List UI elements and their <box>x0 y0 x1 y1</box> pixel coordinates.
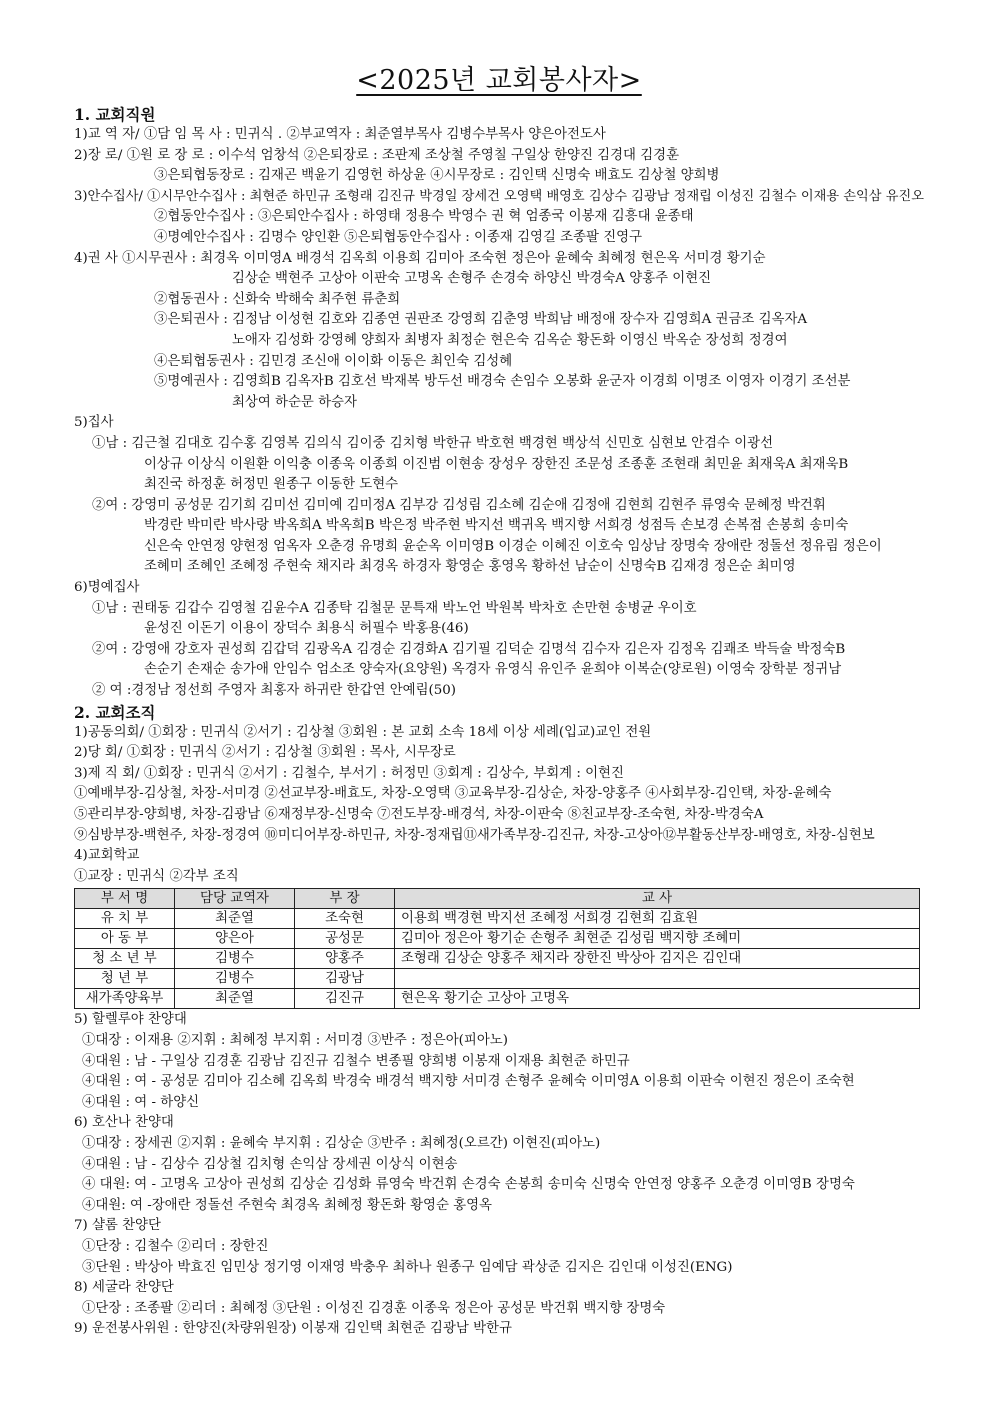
text-line: ④대원: 여 -장애란 정돌선 주현숙 최경옥 최혜정 황돈화 황영순 홍영옥 <box>82 1197 492 1213</box>
table-cell: 현은옥 황기순 고상아 고명옥 <box>395 989 920 1009</box>
text-line: 5) 할렐루야 찬양대 <box>74 1012 187 1028</box>
text-line: ④은퇴협동권사 : 김민경 조신애 이이화 이동은 최인숙 김성혜 <box>154 353 513 369</box>
section-heading-church-staff: 1. 교회직원 <box>74 105 156 124</box>
text-line: 1)교 역 자/ ①담 임 목 사 : 민귀식 . ②부교역자 : 최준열부목사 김병수부목사 양은아전도사 <box>74 127 606 142</box>
document <box>74 62 924 1340</box>
text-line: 윤성진 이돈기 이용이 장덕수 최용식 허필수 박홍용(46) <box>144 621 469 637</box>
text-line: ④명예안수집사 : 김명수 양인환 ⑤은퇴협동안수집사 : 이종재 김영길 조종팔 진영구 <box>154 229 643 245</box>
table-cell: 조형래 김상순 양홍주 채지라 장한진 박상아 김지은 김인대 <box>395 949 920 969</box>
table-cell: 김병수 <box>175 969 295 989</box>
table-cell: 공성문 <box>295 929 395 949</box>
table-header-row <box>75 889 920 909</box>
table-row <box>75 969 920 989</box>
table-cell: 김미아 정은아 황기순 손형주 최현준 김성림 백지향 조혜미 <box>395 929 920 949</box>
text-line: 2)당 회/ ①회장 : 민귀식 ②서기 : 김상철 ③회원 : 목사, 시무장로 <box>74 745 456 761</box>
text-line: ①대장 : 장세권 ②지휘 : 윤혜숙 부지휘 : 김상순 ③반주 : 최혜정(오르간) 이현진(피아노) <box>82 1135 601 1151</box>
table-cell: 최준열 <box>175 989 295 1009</box>
table-cell: 청 소 년 부 <box>75 949 175 969</box>
text-line: 최진국 하정훈 허정민 원종구 이동한 도현수 <box>144 477 399 493</box>
text-line: ④대원 : 여 - 공성문 김미아 김소혜 김옥희 박경숙 배경석 백지향 서미경 손형주 윤혜숙 이미영A 이용희 이판숙 이현진 정은이 조숙현 <box>82 1074 855 1090</box>
table-cell: 새가족양육부 <box>75 989 175 1009</box>
section-church-staff <box>74 125 924 702</box>
table-cell: 김진규 <box>295 989 395 1009</box>
table-cell: 아 동 부 <box>75 929 175 949</box>
text-line: 6)명예집사 <box>74 580 140 596</box>
text-line: 손순기 손재순 송가애 안임수 엄소조 양숙자(요양원) 옥경자 유영식 유인주 윤희야 이복순(양로원) 이영숙 장학분 정귀남 <box>144 662 842 678</box>
text-line: ②협동안수집사 : ③은퇴안수집사 : 하영태 정용수 박영수 권 혁 엄종국 이봉재 김흥대 윤종태 <box>154 209 694 225</box>
text-line: ⑤관리부장-양희병, 차장-김광남 ⑥재정부장-신명숙 ⑦전도부장-배경석, 차장-이판숙 ⑧친교부장-조숙현, 차장-박경숙A <box>74 807 764 822</box>
column-header: 담당 교역자 <box>175 889 295 909</box>
text-line: 6) 호산나 찬양대 <box>74 1115 174 1131</box>
text-line: ①단장 : 조종팔 ②리더 : 최혜정 ③단원 : 이성진 김경훈 이종욱 정은아 공성문 박건휘 백지향 장명숙 <box>82 1300 666 1316</box>
text-line: 노애자 김성화 강영혜 양희자 최병자 최정순 현은숙 김옥순 황돈화 이영신 박옥순 장성희 정경여 <box>232 332 788 348</box>
table-cell: 양은아 <box>175 929 295 949</box>
text-line: ①대장 : 이재용 ②지휘 : 최혜정 부지휘 : 서미경 ③반주 : 정은아(피아노) <box>82 1032 508 1048</box>
table-cell: 청 년 부 <box>75 969 175 989</box>
text-line: ② 여 :경정남 정선희 주영자 최홍자 하귀란 한갑연 안예림(50) <box>92 683 457 699</box>
text-line: ⑤명예권사 : 김영희B 김옥자B 김호선 박재복 방두선 배경숙 손임수 오봉화 윤군자 이경희 이명조 이영자 이경기 조선분 <box>154 374 851 390</box>
text-line: 4)권 사 ①시무권사 : 최경옥 이미영A 배경석 김옥희 이용희 김미아 조숙현 정은아 윤혜숙 최혜정 현은옥 서미경 황기순 <box>74 250 766 266</box>
text-line: ③은퇴협동장로 : 김재곤 백윤기 김영헌 하상윤 ④시무장로 : 김인택 신명숙 배효도 김상철 양희병 <box>154 168 720 184</box>
table-cell: 유 치 부 <box>75 909 175 929</box>
church-school-table <box>74 888 920 1009</box>
text-line: 신은숙 안연정 양현정 엄옥자 오춘경 유명희 윤순옥 이미영B 이경순 이혜진 이호숙 임상남 장명숙 장애란 정돌선 정유림 정은이 <box>144 538 882 554</box>
table-row <box>75 989 920 1009</box>
text-line: 4)교회학교 <box>74 848 140 864</box>
text-line: ①단장 : 김철수 ②리더 : 장한진 <box>82 1238 269 1254</box>
text-line: ①예배부장-김상철, 차장-서미경 ②선교부장-배효도, 차장-오영택 ③교육부장-김상순, 차장-양홍주 ④사회부장-김인택, 차장-윤혜숙 <box>74 786 832 802</box>
text-line: ⑨심방부장-백현주, 차장-정경여 ⑩미디어부장-하민규, 차장-정재립⑪새가족부장-김진규, 차장-고상아⑫부활동산부장-배영호, 차장-심현보 <box>74 827 875 843</box>
table-cell: 양홍주 <box>295 949 395 969</box>
text-line: 조혜미 조혜인 조혜정 주현숙 채지라 최경옥 하경자 황영순 홍영옥 황하선 남순이 신명숙B 김재경 정은순 최미영 <box>144 559 796 575</box>
table-row <box>75 929 920 949</box>
table-cell <box>395 969 920 989</box>
table-cell: 김광남 <box>295 969 395 989</box>
text-line: ③단원 : 박상아 박효진 임민상 정기영 이재영 박충우 최하나 원종구 임예담 곽상준 김지은 김인대 이성진(ENG) <box>82 1259 733 1275</box>
text-line: ④대원 : 남 - 구일상 김경훈 김광남 김진규 김철수 변종필 양희병 이봉재 이재용 최현준 하민규 <box>82 1053 630 1069</box>
text-line: ②여 : 강영애 강호자 권성희 김갑덕 김광옥A 김경순 김경화A 김기필 김덕순 김명석 김수자 김은자 김정옥 김쾌조 박득술 박정숙B <box>92 641 846 657</box>
text-line: ②협동권사 : 신화숙 박해숙 최주현 류춘희 <box>154 291 401 307</box>
text-line: 8) 세굴라 찬양단 <box>74 1280 174 1296</box>
text-line: 3)제 직 회/ ①회장 : 민귀식 ②서기 : 김철수, 부서기 : 허정민 ③회계 : 김상수, 부회계 : 이현진 <box>74 765 624 781</box>
table-cell: 조숙현 <box>295 909 395 929</box>
table-row <box>75 949 920 969</box>
table-cell: 이용희 백경현 박지선 조혜정 서희경 김현희 김효원 <box>395 909 920 929</box>
text-line: ①교장 : 민귀식 ②각부 조직 <box>74 868 239 884</box>
text-line: 박경란 박미란 박사랑 박옥희A 박옥희B 박은정 박주현 박지선 백귀옥 백지향 서희경 성점득 손보경 손복점 손봉희 송미숙 <box>144 518 849 534</box>
table-row <box>75 909 920 929</box>
section-heading-church-organization: 2. 교회조직 <box>74 702 156 722</box>
table-cell: 김병수 <box>175 949 295 969</box>
text-line: ④대원 : 남 - 김상수 김상철 김치형 손익삼 장세권 이상식 이현송 <box>82 1156 458 1172</box>
text-line: 1)공동의회/ ①회장 : 민귀식 ②서기 : 김상철 ③회원 : 본 교회 소속 18세 이상 세례(입교)교인 전원 <box>74 724 652 740</box>
text-line: ①남 : 김근철 김대호 김수홍 김영복 김의식 김이중 김치형 박한규 박호현 백경현 백상석 신민호 심현보 안겸수 이광선 <box>92 435 774 451</box>
text-line: ②여 : 강영미 공성문 김기희 김미선 김미예 김미정A 김부강 김성림 김소혜 김순애 김정애 김현희 김현주 류영숙 문혜정 박건휘 <box>92 497 826 513</box>
text-line: 9) 운전봉사위원 : 한양진(차량위원장) 이봉재 김인택 최현준 김광남 박한규 <box>74 1321 512 1337</box>
table-cell: 최준열 <box>175 909 295 929</box>
text-line: 7) 샬롬 찬양단 <box>74 1218 161 1234</box>
text-line: 3)안수집사/ ①시무안수집사 : 최현준 하민규 조형래 김진규 박경일 장세건 오영택 배영호 김상수 김광남 정재립 이성진 김철수 이재용 손익삼 유진오 <box>74 188 924 204</box>
text-line: ④ 대원: 여 - 고명옥 고상아 권성희 김상순 김성화 류영숙 박건휘 손경숙 손봉희 송미숙 신명숙 안연정 양홍주 오춘경 이미영B 장명숙 <box>82 1177 855 1193</box>
column-header: 부 서 명 <box>75 889 175 909</box>
text-line: ④대원 : 여 - 하양신 <box>82 1094 200 1110</box>
section-church-organization <box>74 723 924 1340</box>
text-line: 이상규 이상식 이원환 이익충 이종욱 이종희 이진범 이현송 장성우 장한진 조문성 조종훈 조현래 최민윤 최재욱A 최재욱B <box>144 456 849 472</box>
column-header: 부 장 <box>295 889 395 909</box>
text-line: ①남 : 권태동 김갑수 김영철 김윤수A 김종탁 김철문 문특재 박노언 박원복 박차호 손만현 송병균 우이호 <box>92 600 697 616</box>
text-line: 김상순 백현주 고상아 이판숙 고명옥 손형주 손경숙 하양신 박경숙A 양홍주 이현진 <box>232 271 712 287</box>
text-line: 최상여 하순문 하승자 <box>232 394 357 410</box>
text-line: 5)집사 <box>74 415 114 431</box>
page-title: <2025년 교회봉사자> <box>356 65 642 96</box>
column-header: 교 사 <box>395 889 920 909</box>
text-line: 2)장 로/ ①원 로 장 로 : 이수석 엄창석 ②은퇴장로 : 조판제 조상철 주영칠 구일상 한양진 김경대 김경훈 <box>74 147 680 163</box>
text-line: ③은퇴권사 : 김정남 이성현 김호와 김종연 권판조 강영희 김춘영 박희남 배정애 장수자 김영희A 권금조 김옥자A <box>154 312 808 328</box>
